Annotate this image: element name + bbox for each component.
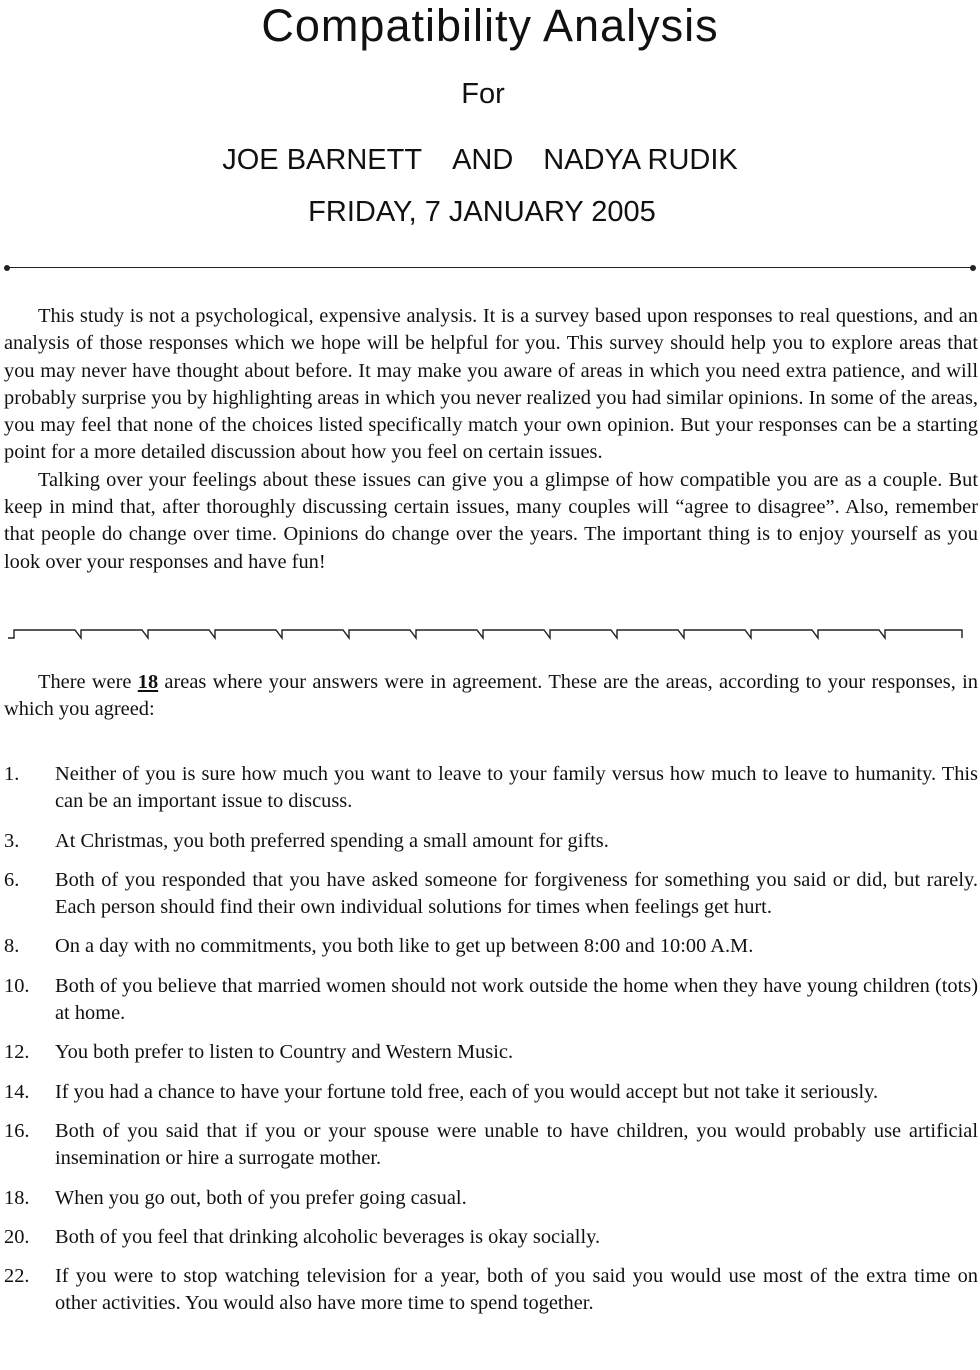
names-conjunction: AND bbox=[452, 144, 514, 176]
list-item-number: 1. bbox=[4, 763, 20, 785]
list-item-number: 12. bbox=[4, 1041, 30, 1064]
list-item-number: 22. bbox=[4, 1265, 30, 1288]
list-item bbox=[4, 1039, 978, 1066]
agreement-count: 18 bbox=[137, 671, 159, 693]
list-item bbox=[4, 1118, 978, 1173]
report-date: FRIDAY, 7 JANUARY 2005 bbox=[308, 196, 656, 228]
agreement-pre-text: There were bbox=[38, 671, 138, 693]
person1-name: JOE BARNETT bbox=[222, 144, 423, 176]
page-title: Compatibility Analysis bbox=[261, 0, 719, 51]
list-item-text: When you go out, both of you prefer going casual. bbox=[55, 1186, 467, 1209]
for-label: For bbox=[461, 78, 505, 110]
list-item-text: Both of you responded that you have asked someone for forgiveness for something you said or did, but rarely. Each person should find their own individual solutions for times when feelings get hurt. bbox=[55, 868, 978, 919]
list-item-text: If you were to stop watching television for a year, both of you said you would use most of the extra time on other activities. You would also have more time to spend together. bbox=[55, 1265, 978, 1315]
intro-paragraph-1: This study is not a psychological, expensive analysis. It is a survey based upon responses to real questions, and an analysis of those responses which we hope will be helpful for you. This survey should help you to explore areas that you may never have thought about before. It may make you aware of areas in which you need extra patience, and will probably surprise you by highlighting areas in which you never realized you had similar opinions. In some of the areas, you may feel that none of the choices listed specifically match your own opinion. But your responses can be a starting point for a more detailed discussion about how you feel on certain issues. bbox=[4, 305, 978, 464]
list-item-text: At Christmas, you both preferred spending a small amount for gifts. bbox=[55, 829, 609, 852]
list-item bbox=[4, 1185, 978, 1212]
list-item bbox=[4, 828, 978, 855]
header-divider bbox=[4, 264, 976, 272]
list-item-number: 16. bbox=[4, 1119, 30, 1142]
couple-names bbox=[0, 141, 960, 179]
agreement-post-text: areas where your answers were in agreement. These are the areas, according to your responses, in which you agreed: bbox=[4, 671, 978, 721]
list-item bbox=[4, 761, 978, 816]
agreement-list bbox=[4, 761, 978, 1330]
intro-paragraph-2: Talking over your feelings about these issues can give you a glimpse of how compatible you are as a couple. But keep in mind that, after thoroughly discussing certain issues, many couples will “agree to disagree”. Also, remember that people do change over time. Opinions do change over the years. The important thing is to enjoy yourself as you look over your responses and have fun! bbox=[4, 468, 978, 573]
person2-name: NADYA RUDIK bbox=[543, 144, 738, 176]
list-item-number: 20. bbox=[4, 1225, 30, 1248]
intro-section bbox=[4, 303, 978, 576]
list-item-number: 8. bbox=[4, 935, 20, 958]
list-item bbox=[4, 973, 978, 1028]
list-item bbox=[4, 933, 978, 960]
list-item-text: You both prefer to listen to Country and Western Music. bbox=[55, 1041, 514, 1064]
list-item bbox=[4, 867, 978, 922]
list-item-number: 14. bbox=[4, 1080, 30, 1103]
agreement-summary bbox=[4, 669, 978, 724]
list-item-text: Both of you believe that married women should not work outside the home when they have young children (tots) at home. bbox=[55, 974, 978, 1025]
section-divider bbox=[6, 626, 966, 642]
list-item bbox=[4, 1224, 978, 1251]
list-item-text: Both of you said that if you or your spouse were unable to have children, you would probably use artificial insemination or hire a surrogate mother. bbox=[55, 1119, 978, 1170]
list-item bbox=[4, 1263, 978, 1318]
list-item-text: Neither of you is sure how much you want to leave to your family versus how much to leave to humanity. This can be an important issue to discuss. bbox=[55, 763, 978, 813]
list-item-number: 3. bbox=[4, 829, 20, 852]
list-item-text: If you had a chance to have your fortune told free, each of you would accept but not take it seriously. bbox=[55, 1080, 879, 1103]
list-item-number: 18. bbox=[4, 1186, 30, 1209]
list-item-text: On a day with no commitments, you both like to get up between 8:00 and 10:00 A.M. bbox=[55, 935, 754, 958]
list-item-text: Both of you feel that drinking alcoholic beverages is okay socially. bbox=[55, 1225, 601, 1248]
list-item-number: 10. bbox=[4, 974, 30, 997]
list-item bbox=[4, 1079, 978, 1106]
list-item-number: 6. bbox=[4, 868, 20, 891]
